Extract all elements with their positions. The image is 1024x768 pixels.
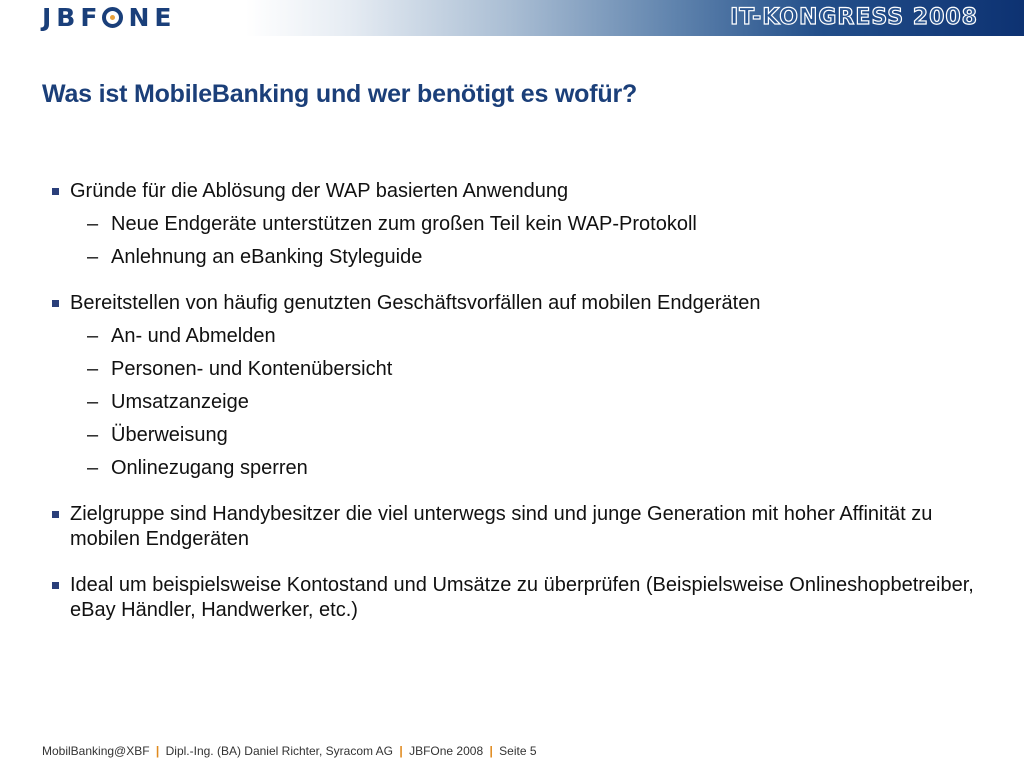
sub-item xyxy=(87,390,982,415)
sub-item-text: Onlinezugang sperren xyxy=(111,457,308,479)
sub-item-text: Umsatzanzeige xyxy=(111,391,249,413)
footer-page-number: Seite 5 xyxy=(499,744,537,758)
sub-item-text: Personen- und Kontenübersicht xyxy=(111,358,393,380)
bullet-item xyxy=(52,502,982,552)
sub-item-text: Anlehnung an eBanking Styleguide xyxy=(111,246,423,268)
bullet-group xyxy=(52,291,982,481)
dash-marker: – xyxy=(87,246,99,268)
sub-item-text: Überweisung xyxy=(111,424,228,446)
sub-item-text: An- und Abmelden xyxy=(111,325,276,347)
footer-separator: | xyxy=(399,744,403,758)
sub-item xyxy=(87,212,982,237)
logo-suffix: NE xyxy=(128,2,177,32)
footer-separator: | xyxy=(489,744,493,758)
bullet-item xyxy=(52,573,982,623)
sub-item xyxy=(87,245,982,270)
dash-marker: – xyxy=(87,457,99,479)
jbfone-logo xyxy=(42,2,176,32)
square-bullet-icon xyxy=(52,300,59,307)
footer xyxy=(42,744,537,758)
footer-author: Dipl.-Ing. (BA) Daniel Richter, Syracom AG xyxy=(165,744,394,758)
sub-item xyxy=(87,456,982,481)
sub-item xyxy=(87,324,982,349)
sub-item-text: Neue Endgeräte unterstützen zum großen Teil kein WAP-Protokoll xyxy=(111,213,697,235)
square-bullet-icon xyxy=(52,582,59,589)
bullet-list xyxy=(52,179,982,644)
dash-marker: – xyxy=(87,213,99,235)
bullet-item xyxy=(52,291,982,316)
dash-marker: – xyxy=(87,358,99,380)
bullet-item xyxy=(52,179,982,204)
square-bullet-icon xyxy=(52,511,59,518)
bullet-text: Gründe für die Ablösung der WAP basierten Anwendung xyxy=(70,180,569,202)
bullet-group xyxy=(52,502,982,552)
dash-marker: – xyxy=(87,424,99,446)
bullet-text: Bereitstellen von häufig genutzten Geschäftsvorfällen auf mobilen Endgeräten xyxy=(70,292,761,314)
logo-o-icon xyxy=(102,7,123,28)
footer-event: JBFOne 2008 xyxy=(409,744,484,758)
bullet-group xyxy=(52,573,982,623)
footer-topic: MobilBanking@XBF xyxy=(42,744,150,758)
bullet-text: Ideal um beispielsweise Kontostand und Umsätze zu überprüfen (Beispielsweise Onlineshopbetreiber, eBay Händler, Handwerker, etc.) xyxy=(70,574,974,621)
square-bullet-icon xyxy=(52,188,59,195)
logo-prefix: JBF xyxy=(42,2,103,32)
bullet-text: Zielgruppe sind Handybesitzer die viel unterwegs sind und junge Generation mit hoher Affinität zu mobilen Endgeräten xyxy=(70,503,933,550)
page-title: Was ist MobileBanking und wer benötigt es wofür? xyxy=(42,80,638,108)
event-title: IT-KONGRESS 2008 xyxy=(730,5,978,30)
sub-item xyxy=(87,357,982,382)
footer-separator: | xyxy=(155,744,160,758)
sub-item xyxy=(87,423,982,448)
dash-marker: – xyxy=(87,391,99,413)
bullet-group xyxy=(52,179,982,270)
dash-marker: – xyxy=(87,325,99,347)
